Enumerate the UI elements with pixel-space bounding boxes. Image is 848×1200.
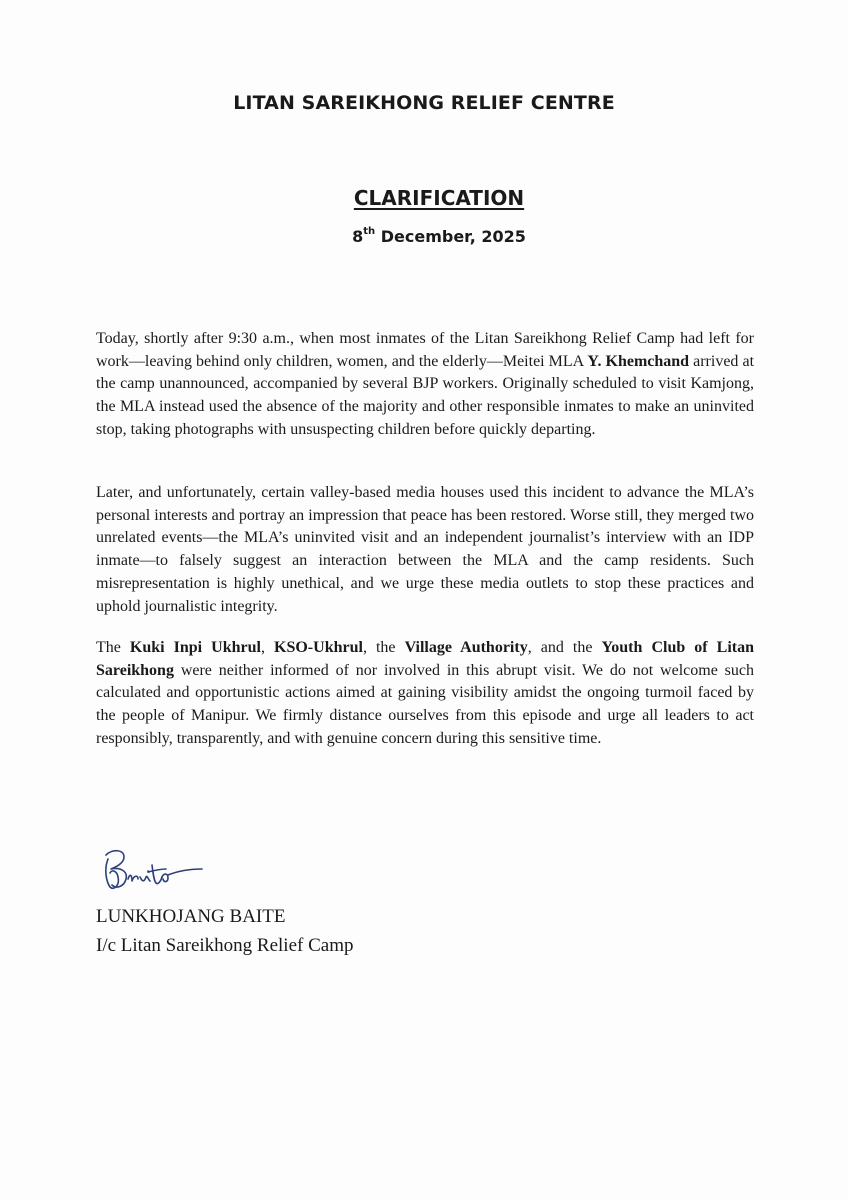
signatory-role: I/c Litan Sareikhong Relief Camp — [96, 935, 354, 956]
para1-text-b: arrived at the camp unannounced, accompanied by several BJP workers. Originally scheduled to visit Kamjong, the MLA instead used the absence of the majority and other responsible inmates to make an uninvited stop, taking photographs with unsuspecting children before quickly departing. — [96, 352, 755, 438]
document-title: CLARIFICATION — [353, 186, 525, 210]
date-day: 8 — [352, 227, 364, 246]
paragraph-media-misrepresentation — [96, 482, 754, 618]
date-month-year: December, 2025 — [375, 227, 526, 246]
paragraph-visit-account — [96, 328, 754, 442]
org-kso: KSO-Ukhrul — [274, 639, 363, 656]
para3-text-b: , — [260, 639, 275, 656]
para3-text-c: , the — [362, 639, 405, 656]
signatory-name: LUNKHOJANG BAITE — [96, 906, 286, 927]
org-village-authority: Village Authority — [404, 639, 528, 656]
org-youth-club: Youth Club of Litan Sareikhong — [96, 639, 755, 679]
date-suffix: th — [363, 225, 376, 237]
para3-text-e: were neither informed of nor involved in this abrupt visit. We do not welcome such calculated and opportunistic actions aimed at gaining visibility amidst the ongoing turmoil faced by the people of Manipur. We firmly distance ourselves from this episode and urge all leaders to act responsibly, transparently, and with genuine concern during this sensitive time. — [96, 661, 754, 747]
document-date — [0, 227, 848, 246]
mla-name: Y. Khemchand — [587, 352, 690, 370]
para2-text: Later, and unfortunately, certain valley-based media houses used this incident to advance the MLA’s personal interests and portray an impression that peace has been restored. Worse still, they merged two unrelated events—the MLA’s uninvited visit and an independent journalist’s interview with an IDP inmate—to falsely suggest an interaction between the MLA and the camp residents. Such misrepresentation is highly unethical, and we urge these media outlets to stop these practices and uphold journalistic integrity. — [96, 484, 754, 615]
paragraph-disassociation — [96, 637, 754, 751]
org-kuki-inpi: Kuki Inpi Ukhrul — [129, 639, 261, 656]
para1-text-a: Today, shortly after 9:30 a.m., when most inmates of the Litan Sareikhong Relief Camp had left for work—leaving behind only children, women, and the elderly—Meitei MLA — [96, 330, 754, 370]
handwritten-signature — [98, 845, 208, 895]
organization-heading: LITAN SAREIKHONG RELIEF CENTRE — [233, 92, 615, 114]
para3-text-d: , and the — [527, 639, 602, 656]
para3-text-a: The — [96, 639, 130, 656]
